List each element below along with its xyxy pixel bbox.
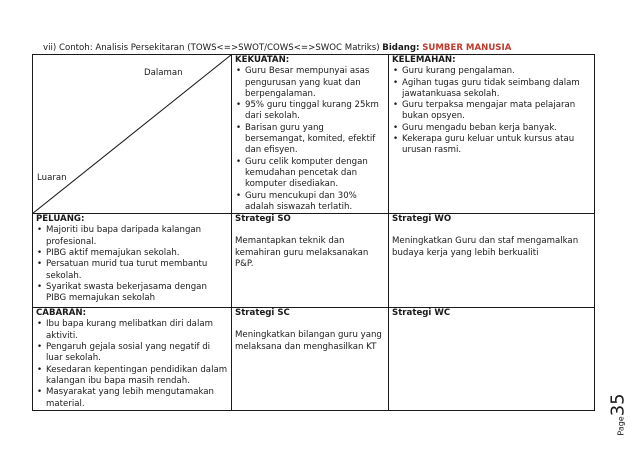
matrix-row-internal: [33, 55, 595, 214]
kelemahan-title: KELEMAHAN:: [392, 55, 456, 65]
field-value: SUMBER MANUSIA: [422, 43, 512, 53]
list-item: • Masyarakat yang lebih mengutamakan material.: [36, 387, 228, 410]
list-item: • Agihan tugas guru tidak seimbang dalam jawatankuasa sekolah.: [392, 78, 591, 101]
list-item: • Kekerapa guru keluar untuk kursus atau urusan rasmi.: [392, 134, 591, 157]
list-item: • Guru terpaksa mengajar mata pelajaran bukan opsyen.: [392, 100, 591, 123]
list-item: • Guru mengadu beban kerja banyak.: [392, 123, 591, 134]
strategi-sc-cell: [232, 308, 389, 411]
list-item: • Pengaruh gejala sosial yang negatif di luar sekolah.: [36, 342, 228, 365]
list-item: • PIBG aktif memajukan sekolah.: [36, 248, 228, 259]
list-item: • Ibu bapa kurang melibatkan diri dalam aktiviti.: [36, 319, 228, 342]
kelemahan-list: [392, 66, 591, 156]
strategi-wo-title: Strategi WO: [392, 214, 452, 225]
cabaran-list: [36, 319, 228, 409]
list-item: • Guru celik komputer dengan kemudahan pencetak dan komputer disediakan.: [235, 157, 385, 191]
dalaman-label: Dalaman: [144, 68, 183, 78]
heading-prefix: vii) Contoh: Analisis Persekitaran (TOWS<=>SWOT/COWS<=>SWOC Matriks): [43, 43, 383, 53]
cabaran-cell: [33, 308, 232, 411]
list-item: • Majoriti ibu bapa daripada kalangan profesional.: [36, 225, 228, 248]
list-item: • Guru mencukupi dan 30% adalah siswazah terlatih.: [235, 191, 385, 214]
strategi-wc-title: Strategi WC: [392, 308, 451, 319]
list-item: • 95% guru tinggal kurang 25km dari sekolah.: [235, 100, 385, 123]
peluang-list: [36, 225, 228, 304]
kekuatan-list: [235, 66, 385, 213]
cabaran-title: CABARAN:: [36, 308, 87, 319]
swot-matrix-table: [32, 54, 595, 411]
list-item: • Guru Besar mempunyai asas pengurusan yang kuat dan berpengalaman.: [235, 66, 385, 100]
section-heading: [43, 43, 511, 53]
list-item: • Guru kurang pengalaman.: [392, 66, 591, 77]
matrix-row-cabaran: [33, 308, 595, 411]
strategi-so-title: Strategi SO: [235, 214, 291, 225]
list-item: • Kesedaran kepentingan pendidikan dalam kalangan ibu bapa masih rendah.: [36, 365, 228, 388]
page-word: Page: [616, 415, 626, 436]
list-item: • Persatuan murid tua turut membantu sekolah.: [36, 259, 228, 282]
page-number-value: 35: [607, 392, 629, 416]
strategi-sc-text: Meningkatkan bilangan guru yang melaksana dan menghasilkan KT: [235, 330, 382, 352]
diagonal-line: [33, 55, 231, 213]
strategi-so-cell: [232, 214, 389, 308]
kekuatan-title: KEKUATAN:: [235, 55, 290, 65]
field-label: Bidang:: [382, 43, 420, 53]
strategi-wc-cell: [389, 308, 595, 411]
corner-cell: [33, 55, 232, 214]
strategi-wo-cell: [389, 214, 595, 308]
strategi-so-text: Memantapkan teknik dan kemahiran guru melaksanakan P&P.: [235, 236, 369, 270]
luaran-label: Luaran: [37, 173, 67, 183]
list-item: • Syarikat swasta bekerjasama dengan PIBG memajukan sekolah: [36, 282, 228, 305]
matrix-row-peluang: [33, 214, 595, 308]
kelemahan-cell: [389, 55, 595, 214]
strategi-wo-text: Meningkatkan Guru dan staf mengamalkan budaya kerja yang lebih berkualiti: [392, 236, 579, 258]
strategi-sc-title: Strategi SC: [235, 308, 290, 319]
list-item: • Barisan guru yang bersemangat, komited, efektif dan efisyen.: [235, 123, 385, 157]
page-number: [606, 389, 630, 439]
peluang-cell: [33, 214, 232, 308]
peluang-title: PELUANG:: [36, 214, 85, 225]
kekuatan-cell: [232, 55, 389, 214]
